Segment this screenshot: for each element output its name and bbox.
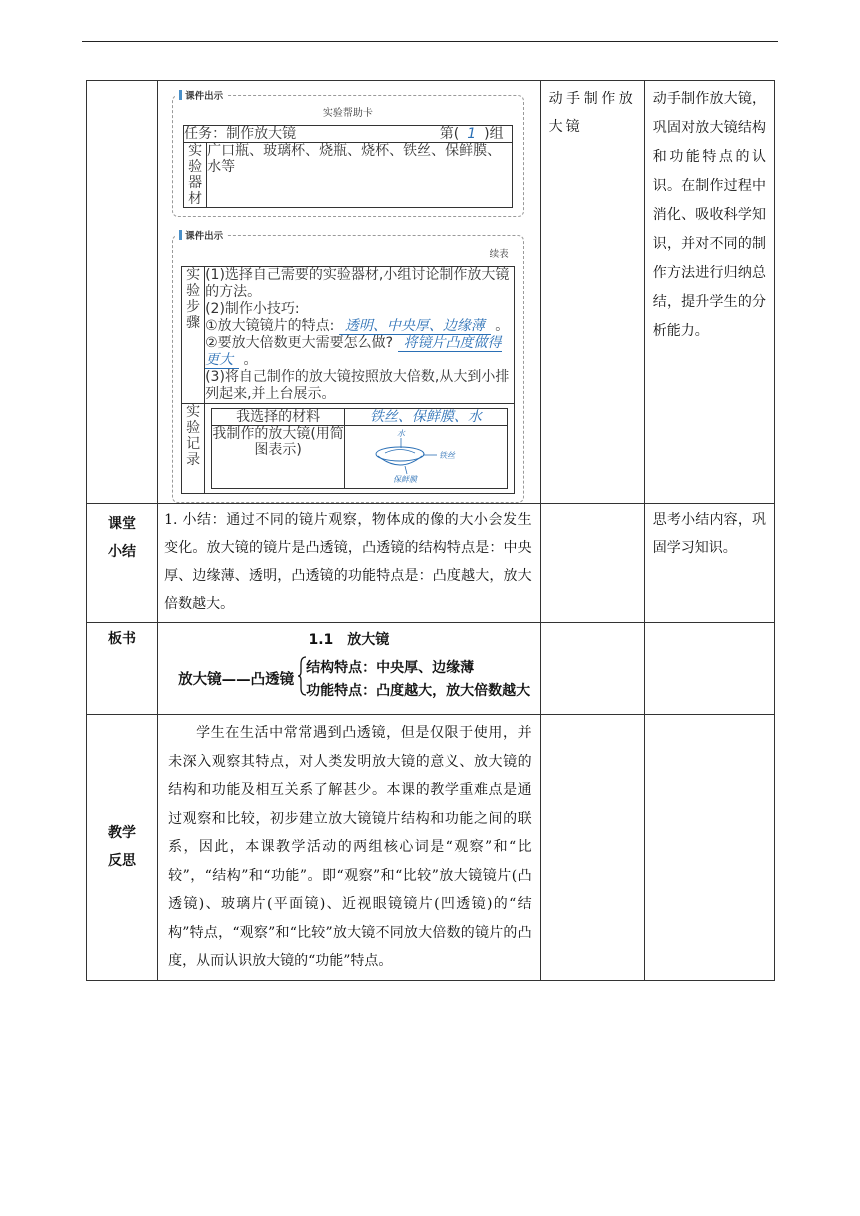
steps-content: (1)选择自己需要的实验器材,小组讨论制作放大镜的方法。 (2)制作小技巧: ①放大镜镜片的特点: 透明、中央厚、边缘薄 。 ②要放大倍数更大需要怎么做? 将镜片凸度做得更大 。 (3)将自己制作的放大镜按照放大倍数,从大到小排列起来,并上台展示。 bbox=[205, 267, 515, 404]
board-left: 放大镜——凸透镜 bbox=[178, 672, 295, 688]
tag-bar-icon bbox=[179, 230, 182, 240]
sketch-wire-label: 铁丝 bbox=[439, 451, 456, 460]
empty-cell bbox=[540, 623, 644, 715]
board-function: 功能特点：凸度越大，放大倍数越大 bbox=[306, 683, 531, 699]
courseware-cell bbox=[158, 81, 541, 504]
help-card-continued bbox=[172, 231, 524, 503]
continued-label: 续表 bbox=[489, 249, 509, 260]
reflection-label-cell bbox=[87, 715, 158, 981]
lens-sketch bbox=[345, 426, 508, 489]
materials-label: 实验器材 bbox=[184, 143, 207, 208]
row-label-empty bbox=[87, 81, 158, 504]
summary-row bbox=[87, 504, 775, 623]
help-card bbox=[172, 91, 524, 217]
board-content-cell bbox=[158, 623, 541, 715]
summary-label-cell bbox=[87, 504, 158, 623]
design-intent-cell bbox=[644, 81, 774, 504]
activity-row bbox=[87, 81, 775, 504]
teacher-activity-text: 动手制作放大镜 bbox=[548, 91, 636, 135]
summary-student-text: 思考小结内容，巩固学习知识。 bbox=[652, 512, 766, 556]
summary-content-cell bbox=[158, 504, 541, 623]
design-intent-text: 动手制作放大镜，巩固对放大镜结构和功能特点的认识。在制作过程中消化、吸收科学知识，并对不同的制作方法进行归纳总结，提升学生的分析能力。 bbox=[652, 91, 766, 339]
card-title: 实验帮助卡 bbox=[322, 108, 373, 119]
steps-label: 实验步骤 bbox=[182, 267, 205, 404]
card-tag: 课件出示 bbox=[175, 88, 227, 102]
reflection-label: 教学反思 bbox=[108, 825, 137, 870]
board-row bbox=[87, 623, 775, 715]
tag-bar-icon bbox=[179, 90, 182, 100]
empty-cell bbox=[540, 715, 644, 981]
reflection-text: 学生在生活中常常遇到凸透镜，但是仅限于使用，并未深入观察其特点，对人类发明放大镜的意义、放大镜的结构和功能及相互关系了解甚少。本课的教学重难点是通过观察和比较，初步建立放大镜镜片结构和功能之间的联系，因此，本课教学活动的两组核心词是“观察”和“比较”，“结构”和“功能”。即“观察”和“比较”放大镜镜片(凸透镜)、玻璃片(平面镜)、近视眼镜镜片(凹透镜)的“结构”特点，“观察”和“比较”放大镜不同放大倍数的镜片的凸度，从而认识放大镜的“功能”特点。 bbox=[168, 725, 532, 969]
reflection-content-cell bbox=[158, 715, 541, 981]
group-text: 第( 1 )组 bbox=[439, 126, 504, 142]
magnifier-sketch-icon bbox=[345, 426, 495, 484]
lesson-plan-table bbox=[86, 80, 775, 981]
sketch-film-label: 保鲜膜 bbox=[393, 475, 418, 484]
board-structure: 结构特点：中央厚、边缘薄 bbox=[306, 660, 475, 676]
steps-table bbox=[181, 266, 515, 494]
header-rule bbox=[82, 41, 778, 42]
empty-cell bbox=[540, 504, 644, 623]
record-label: 实验记录 bbox=[182, 404, 205, 494]
board-label-cell bbox=[87, 623, 158, 715]
empty-cell bbox=[644, 623, 774, 715]
made-label: 我制作的放大镜(用简图表示) bbox=[212, 426, 345, 489]
tip1-answer: 透明、中央厚、边缘薄 bbox=[339, 318, 491, 335]
record-content bbox=[205, 404, 515, 494]
chosen-label: 我选择的材料 bbox=[212, 409, 345, 426]
help-card-table bbox=[183, 125, 513, 208]
record-table bbox=[211, 408, 508, 489]
teacher-activity-cell bbox=[540, 81, 644, 504]
materials-text: 广口瓶、玻璃杯、烧瓶、烧杯、铁丝、保鲜膜、水等 bbox=[207, 143, 513, 208]
task-cell bbox=[184, 126, 513, 143]
board-label: 板书 bbox=[108, 631, 137, 647]
empty-cell bbox=[644, 715, 774, 981]
board-title: 1.1 放大镜 bbox=[308, 632, 390, 648]
tip2-answer: 将镜片凸度做得更大 bbox=[205, 335, 502, 368]
chosen-value: 铁丝、保鲜膜、水 bbox=[345, 409, 508, 426]
reflection-row bbox=[87, 715, 775, 981]
blackboard-design bbox=[158, 623, 540, 711]
group-number: 1 bbox=[467, 126, 477, 142]
sketch-water-label: 水 bbox=[397, 429, 406, 438]
summary-label: 课堂小结 bbox=[108, 516, 137, 560]
summary-student-cell bbox=[644, 504, 774, 623]
card-tag: 课件出示 bbox=[175, 228, 227, 242]
summary-text: 1. 小结：通过不同的镜片观察，物体成的像的大小会发生变化。放大镜的镜片是凸透镜，凸透镜的结构特点是：中央厚、边缘薄、透明，凸透镜的功能特点是：凸度越大，放大倍数越大。 bbox=[164, 512, 532, 612]
task-text: 任务：制作放大镜 bbox=[184, 126, 297, 142]
